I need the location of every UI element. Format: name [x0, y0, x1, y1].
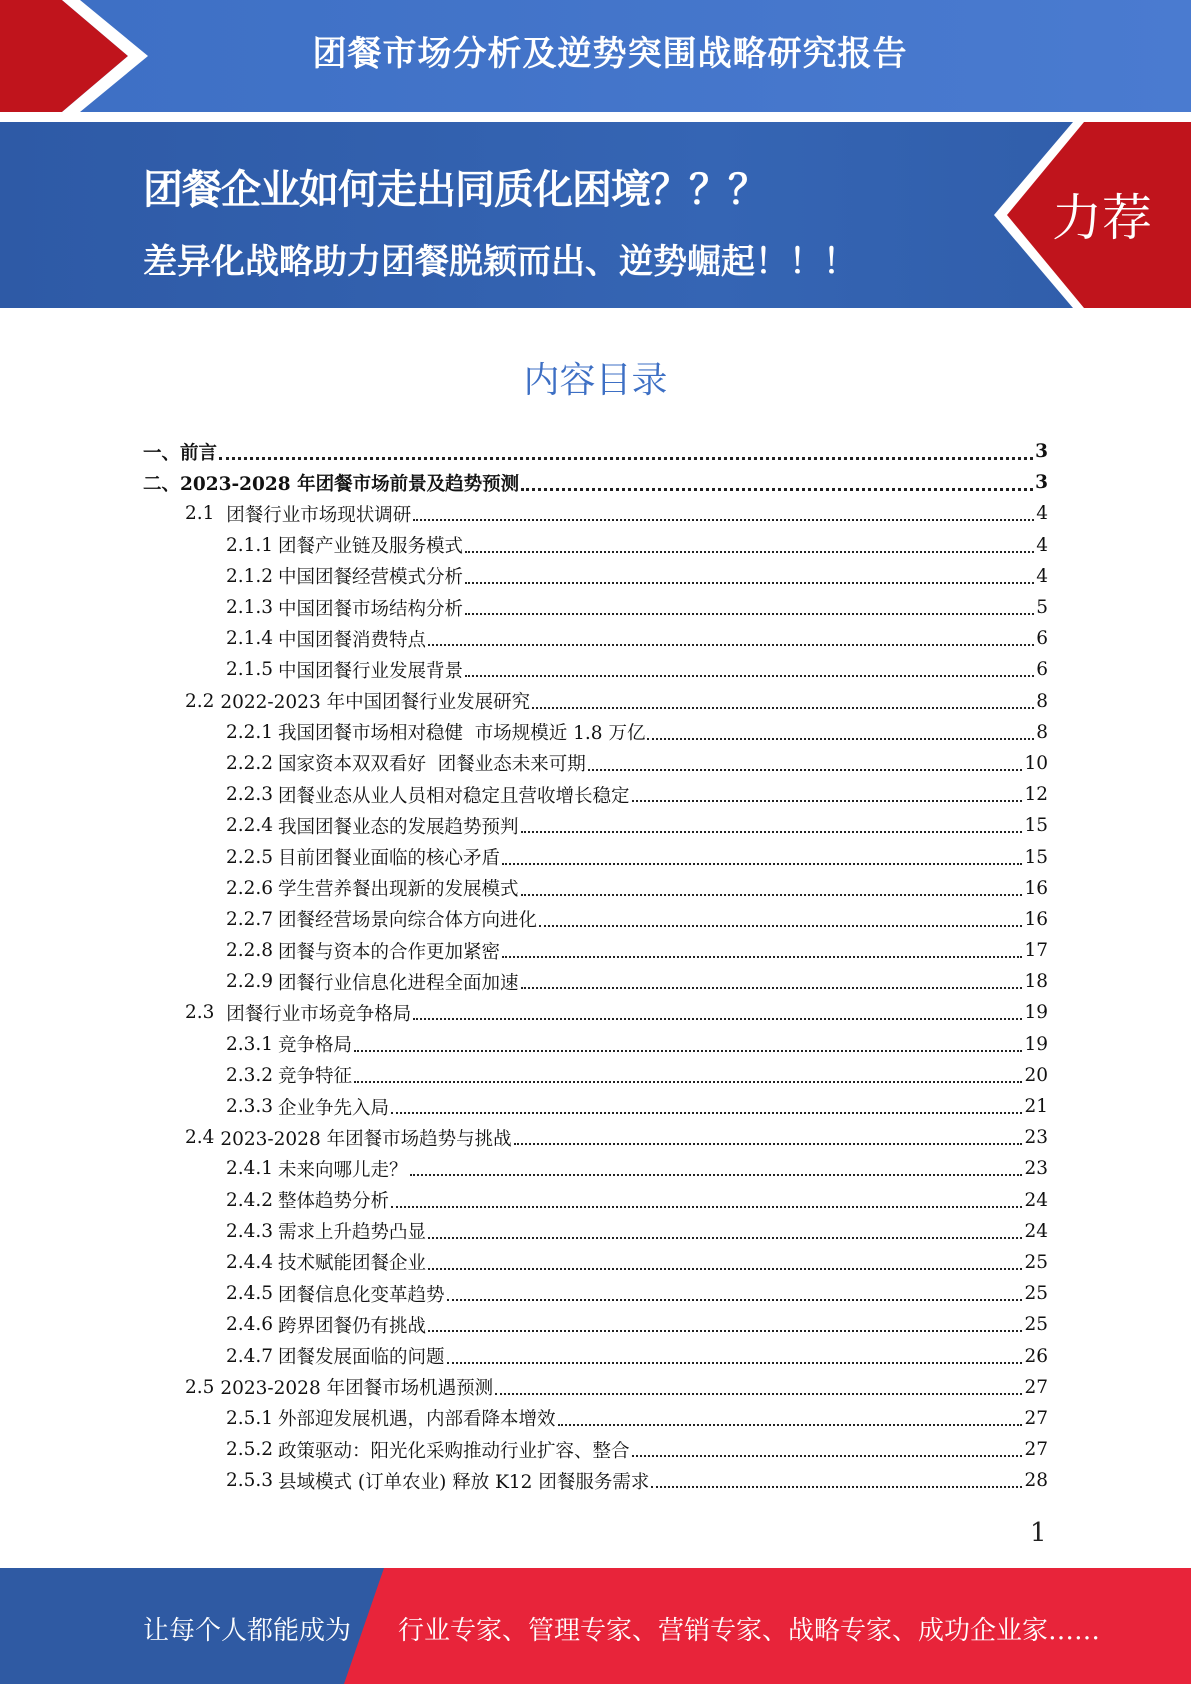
- toc-entry-label: 县域模式 (订单农业) 释放 K12 团餐服务需求: [278, 1471, 650, 1493]
- toc-entry-number: 2.2.7: [226, 908, 274, 930]
- toc-entry-number: 2.5.3: [226, 1470, 274, 1492]
- toc-entry-label: 团餐产业链及服务模式: [278, 536, 464, 558]
- toc-entry-number: 2.1.1: [226, 534, 274, 556]
- toc-entry-label: 跨界团餐仍有挑战: [278, 1315, 427, 1337]
- toc-entry-label: 2023-2028 年团餐市场趋势与挑战: [220, 1128, 512, 1150]
- toc-entry-page: 4: [1036, 503, 1048, 525]
- toc-dot-leader: [532, 706, 1034, 709]
- toc-entry-number: 2.2.6: [226, 877, 274, 899]
- toc-entry[interactable]: [143, 748, 1048, 779]
- toc-dot-leader: [410, 1173, 1023, 1176]
- toc-entry-label: 2022-2023 年中国团餐行业发展研究: [220, 692, 531, 714]
- toc-entry-page: 27: [1024, 1376, 1048, 1398]
- toc-dot-leader: [465, 612, 1034, 615]
- toc-dot-leader: [428, 1329, 1022, 1332]
- toc-entry[interactable]: [143, 717, 1048, 748]
- toc-entry-number: 2.3.1: [226, 1033, 274, 1055]
- toc-entry[interactable]: [143, 1434, 1048, 1465]
- toc-entry[interactable]: [143, 904, 1048, 935]
- toc-entry-page: 24: [1024, 1220, 1048, 1242]
- toc-dot-leader: [447, 1298, 1023, 1301]
- toc-entry[interactable]: [143, 467, 1048, 498]
- toc-entry-page: 8: [1036, 690, 1048, 712]
- toc-dot-leader: [502, 862, 1022, 865]
- toc-dot-leader: [502, 955, 1022, 958]
- toc-dot-leader: [391, 1205, 1022, 1208]
- toc-entry-label: 团餐经营场景向综合体方向进化: [278, 910, 538, 932]
- toc-entry-label: 中国团餐行业发展背景: [278, 660, 464, 682]
- toc-dot-leader: [428, 1236, 1022, 1239]
- toc-dot-leader: [465, 550, 1034, 553]
- toc-entry-number: 2.4.2: [226, 1189, 274, 1211]
- toc-entry[interactable]: [143, 1153, 1048, 1184]
- toc-entry-page: 16: [1024, 877, 1048, 899]
- toc-entry-page: 6: [1036, 628, 1048, 650]
- toc-entry-page: 26: [1024, 1345, 1048, 1367]
- toc-entry-page: 15: [1024, 846, 1048, 868]
- toc-entry-number: 2.2.1: [226, 721, 274, 743]
- toc-dot-leader: [354, 1080, 1022, 1083]
- toc-entry-page: 16: [1024, 908, 1048, 930]
- toc-entry[interactable]: [143, 623, 1048, 654]
- toc-entry-label: 政策驱动：阳光化采购推动行业扩容、整合: [278, 1440, 630, 1462]
- toc-entry-number: 2.5.1: [226, 1407, 274, 1429]
- toc-entry-page: 18: [1024, 971, 1048, 993]
- toc-entry-label: 团餐业态从业人员相对稳定且营收增长稳定: [278, 785, 630, 807]
- toc-entry-page: 23: [1024, 1127, 1048, 1149]
- toc-entry-page: 3: [1035, 441, 1048, 463]
- toc-entry[interactable]: [143, 1278, 1048, 1309]
- toc-entry[interactable]: [143, 1340, 1048, 1371]
- recommend-badge: 力荐: [1052, 189, 1152, 247]
- toc-dot-leader: [219, 456, 1033, 460]
- toc-dot-leader: [428, 1267, 1022, 1270]
- toc-entry-label: 团餐行业市场现状调研: [226, 504, 412, 526]
- toc-dot-leader: [391, 1111, 1022, 1114]
- toc-entry-label: 未来向哪儿走？: [278, 1159, 408, 1181]
- toc-entry-page: 19: [1024, 1033, 1048, 1055]
- toc-entry[interactable]: [143, 935, 1048, 966]
- toc-entry-number: 2.3: [185, 1002, 227, 1024]
- toc-entry-label: 团餐与资本的合作更加紧密: [278, 941, 501, 963]
- toc-entry-page: 25: [1024, 1251, 1048, 1273]
- toc-dot-leader: [521, 986, 1023, 989]
- top-red-arrow-decoration: [0, 0, 160, 112]
- toc-entry-number: 2.2.9: [226, 971, 274, 993]
- toc-entry-page: 3: [1035, 472, 1048, 494]
- toc-entry[interactable]: [143, 1465, 1048, 1496]
- toc-entry-page: 5: [1036, 597, 1048, 619]
- toc-entry-number: 2.4.6: [226, 1314, 274, 1336]
- toc-dot-leader: [632, 1454, 1023, 1457]
- toc-entry-label: 团餐行业信息化进程全面加速: [278, 972, 519, 994]
- toc-entry-label: 技术赋能团餐企业: [278, 1253, 427, 1275]
- table-of-contents: [143, 436, 1048, 1496]
- toc-entry-label: 目前团餐业面临的核心矛盾: [278, 848, 501, 870]
- toc-entry-number: 一、: [143, 442, 181, 464]
- toc-entry-number: 2.5: [185, 1376, 221, 1398]
- toc-entry[interactable]: [143, 530, 1048, 561]
- toc-entry[interactable]: [143, 592, 1048, 623]
- toc-entry-label: 2023-2028 年团餐市场机遇预测: [220, 1378, 494, 1400]
- toc-entry-label: 中国团餐消费特点: [278, 629, 427, 651]
- toc-entry-label: 学生营养餐出现新的发展模式: [278, 879, 519, 901]
- toc-entry[interactable]: [143, 1122, 1048, 1153]
- toc-entry[interactable]: [143, 810, 1048, 841]
- toc-entry[interactable]: [143, 966, 1048, 997]
- toc-dot-leader: [588, 768, 1023, 771]
- toc-dot-leader: [495, 1392, 1022, 1395]
- toc-entry-number: 2.4.3: [226, 1220, 274, 1242]
- toc-entry-page: 23: [1024, 1158, 1048, 1180]
- toc-entry-page: 25: [1024, 1314, 1048, 1336]
- report-title: 团餐市场分析及逆势突围战略研究报告: [312, 34, 908, 74]
- toc-entry[interactable]: [143, 561, 1048, 592]
- toc-entry-page: 15: [1024, 815, 1048, 837]
- toc-entry-page: 27: [1024, 1407, 1048, 1429]
- toc-entry[interactable]: [143, 654, 1048, 685]
- toc-entry-number: 2.2.5: [226, 846, 274, 868]
- toc-entry[interactable]: [143, 1091, 1048, 1122]
- toc-entry-label: 竞争特征: [278, 1066, 353, 1088]
- toc-entry-page: 4: [1036, 534, 1048, 556]
- page-number: 1: [1030, 1518, 1047, 1548]
- toc-dot-leader: [465, 581, 1034, 584]
- toc-entry-number: 2.1.5: [226, 659, 274, 681]
- toc-dot-leader: [539, 924, 1022, 927]
- toc-entry-page: 4: [1036, 565, 1048, 587]
- toc-dot-leader: [521, 487, 1033, 491]
- toc-entry-label: 团餐发展面临的问题: [278, 1347, 445, 1369]
- toc-entry[interactable]: [143, 1372, 1048, 1403]
- toc-entry-page: 25: [1024, 1283, 1048, 1305]
- toc-entry-page: 8: [1036, 721, 1048, 743]
- toc-entry[interactable]: [143, 498, 1048, 529]
- banner-headline: 团餐企业如何走出同质化困境？？？: [143, 167, 767, 213]
- toc-entry[interactable]: [143, 841, 1048, 872]
- toc-entry-number: 2.5.2: [226, 1439, 274, 1461]
- toc-entry-number: 二、: [143, 473, 181, 495]
- toc-entry-number: 2.2.8: [226, 940, 274, 962]
- toc-entry-page: 10: [1024, 752, 1048, 774]
- toc-entry-label: 整体趋势分析: [278, 1191, 390, 1213]
- toc-entry-number: 2.4.7: [226, 1345, 274, 1367]
- toc-dot-leader: [514, 1142, 1023, 1145]
- toc-dot-leader: [632, 799, 1023, 802]
- toc-entry-number: 2.4.1: [226, 1158, 274, 1180]
- toc-entry[interactable]: [143, 1060, 1048, 1091]
- banner-subheadline: 差异化战略助力团餐脱颖而出、逆势崛起！！！: [143, 242, 857, 282]
- toc-entry-number: 2.2.3: [226, 784, 274, 806]
- toc-entry-number: 2.2.4: [226, 815, 274, 837]
- toc-entry-number: 2.4: [185, 1127, 221, 1149]
- footer-slogan-roles: 行业专家、管理专家、营销专家、战略专家、成功企业家……: [398, 1616, 1101, 1646]
- footer-slogan-lead: 让每个人都能成为: [143, 1616, 352, 1646]
- toc-dot-leader: [354, 1049, 1022, 1052]
- toc-entry-label: 需求上升趋势凸显: [278, 1222, 427, 1244]
- toc-entry-number: 2.3.2: [226, 1064, 274, 1086]
- toc-entry-label: 中国团餐市场结构分析: [278, 598, 464, 620]
- toc-entry-label: 2023-2028 年团餐市场前景及趋势预测: [180, 473, 520, 495]
- toc-entry-number: 2.2.2: [226, 752, 274, 774]
- toc-entry[interactable]: [143, 997, 1048, 1028]
- toc-entry-number: 2.4.5: [226, 1283, 274, 1305]
- toc-entry-page: 21: [1024, 1096, 1048, 1118]
- toc-entry[interactable]: [143, 1216, 1048, 1247]
- toc-dot-leader: [651, 1485, 1022, 1488]
- toc-dot-leader: [413, 1017, 1022, 1020]
- toc-entry-number: 2.1: [185, 503, 227, 525]
- toc-entry-page: 19: [1024, 1002, 1048, 1024]
- toc-entry[interactable]: [143, 1247, 1048, 1278]
- toc-dot-leader: [465, 674, 1034, 677]
- toc-entry-number: 2.1.3: [226, 597, 274, 619]
- toc-entry[interactable]: [143, 436, 1048, 467]
- toc-title: 内容目录: [523, 360, 668, 401]
- toc-entry-label: 我国团餐市场相对稳健 市场规模近 1.8 万亿: [278, 723, 646, 745]
- toc-entry-number: 2.3.3: [226, 1096, 274, 1118]
- toc-entry-number: 2.1.2: [226, 565, 274, 587]
- toc-entry[interactable]: [143, 686, 1048, 717]
- toc-entry-number: 2.2: [185, 690, 221, 712]
- toc-entry[interactable]: [143, 873, 1048, 904]
- toc-entry-page: 12: [1024, 784, 1048, 806]
- toc-entry-page: 6: [1036, 659, 1048, 681]
- toc-entry[interactable]: [143, 779, 1048, 810]
- toc-entry-label: 团餐信息化变革趋势: [278, 1284, 445, 1306]
- toc-entry-label: 外部迎发展机遇，内部看降本增效: [278, 1409, 556, 1431]
- toc-entry-label: 国家资本双双看好 团餐业态未来可期: [278, 754, 586, 776]
- toc-entry-label: 我国团餐业态的发展趋势预判: [278, 816, 519, 838]
- toc-dot-leader: [521, 830, 1023, 833]
- toc-entry-page: 24: [1024, 1189, 1048, 1211]
- toc-entry[interactable]: [143, 1029, 1048, 1060]
- toc-entry-page: 17: [1024, 940, 1048, 962]
- toc-entry[interactable]: [143, 1309, 1048, 1340]
- toc-entry-label: 中国团餐经营模式分析: [278, 567, 464, 589]
- toc-dot-leader: [558, 1423, 1023, 1426]
- toc-entry-page: 20: [1024, 1064, 1048, 1086]
- toc-dot-leader: [428, 643, 1034, 646]
- toc-entry-page: 27: [1024, 1439, 1048, 1461]
- toc-dot-leader: [521, 893, 1023, 896]
- toc-entry-number: 2.1.4: [226, 628, 274, 650]
- toc-dot-leader: [413, 518, 1034, 521]
- toc-entry-label: 团餐行业市场竞争格局: [226, 1003, 412, 1025]
- toc-entry[interactable]: [143, 1403, 1048, 1434]
- toc-entry-number: 2.4.4: [226, 1251, 274, 1273]
- toc-entry-label: 企业争先入局: [278, 1097, 390, 1119]
- toc-dot-leader: [447, 1361, 1023, 1364]
- toc-entry[interactable]: [143, 1185, 1048, 1216]
- toc-dot-leader: [647, 737, 1034, 740]
- toc-entry-label: 竞争格局: [278, 1035, 353, 1057]
- toc-entry-page: 28: [1024, 1470, 1048, 1492]
- toc-entry-label: 前言: [180, 442, 218, 464]
